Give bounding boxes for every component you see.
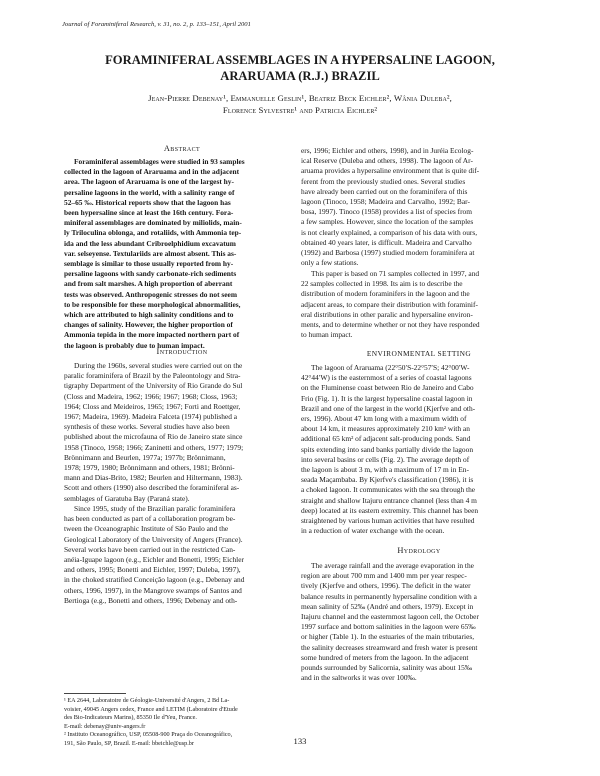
text-line: 1964; Closs and Meideiros, 1965; 1967; Forti and Roettger, (64, 401, 241, 411)
text-line: have already been carried out on the foraminifera of this (301, 186, 468, 196)
text-line: Bertioga (e.g., Bonetti and others, 1996; Debenay and oth- (64, 595, 238, 605)
text-line: Geological Laboratory of the University of Angers (France). (64, 534, 243, 544)
text-line: ferent from the previously studied ones. Several studies (301, 176, 466, 186)
text-line: is not clearly explained, a comparison of his data with ours, (301, 227, 478, 237)
abstract-text (64, 157, 300, 351)
text-line: anéia-Iguape lagoon (e.g., Eichler and Bonetti, 1995; Eichler (64, 555, 244, 565)
text-line: ers, 1996; Eichler and others, 1998), and in Juréia Ecolog- (301, 146, 474, 155)
text-line: balance results in permanently hypersaline condition with a (301, 591, 477, 601)
text-line: tween the Oceanographic Institute of São Paulo and the (64, 524, 229, 534)
intro-continuation-paragraph-2 (301, 269, 537, 340)
text-line: has been conducted as part of a collaboration program be- (64, 514, 236, 524)
text-line: or higher (Table 1). In the estuaries of the main tributaries, (301, 632, 475, 642)
text-line: seada Maçambaba. By Kjerfve's classification (1986), it is (301, 475, 474, 485)
text-line: and in the saltworks it was over 100‰. (301, 673, 417, 683)
text-line: obtained 40 years later, is difficult. Madeira and Carvalho (301, 237, 472, 247)
text-line: to be responsible for these morphological abnormalities, (64, 299, 241, 309)
text-line: 191, São Paulo, SP, Brazil. E-mail: bbeichle@usp.br (64, 739, 194, 747)
environmental-setting-text (301, 363, 537, 536)
text-line: about 14 km, it measures approximately 210 km² with an (301, 424, 470, 434)
text-line: lagoon (Tinoco, 1958; Madeira and Carvalho, 1992; Bar- (301, 197, 470, 207)
hydrology-text (301, 561, 537, 683)
text-line: ers, 1996). About 47 km long with a maximum width of (301, 414, 467, 424)
text-line: changes of salinity. However, the higher proportion of (64, 320, 233, 330)
text-line: 52–65 ‰. Historical reports show that the lagoon has (64, 197, 231, 207)
text-line: Frio (Fig. 1). It is the largest hypersaline coastal lagoon in (301, 393, 473, 403)
text-line: (Closs and Madeira, 1962; 1966; 1967; 1968; Closs, 1963; (64, 391, 238, 401)
text-line: mean salinity of 52‰ (André and others, 1979). Except in (301, 601, 474, 611)
text-line: to human impact. (301, 330, 353, 340)
text-line: 1978; 1979, 1980; Brönnimann and others, 1981; Brönni- (64, 463, 235, 473)
text-line: (1992) and Barbosa (1997) studied modern foraminifera at (301, 248, 475, 258)
text-line: eral distributions in other paralic and hypersaline environ- (301, 309, 473, 319)
text-line: miniferal assemblages are dominated by miliolids, main- (64, 218, 242, 228)
text-line: semblages of Garatuba Bay (Paraná state). (64, 493, 190, 503)
text-line: the lagoon is probably due to human impact. (64, 340, 205, 350)
paper-title (40, 52, 560, 84)
text-line: on the Fluminense coast between Rio de Janeiro and Cabo (301, 383, 474, 393)
text-line: Foraminiferal assemblages were studied in 93 samples (74, 157, 245, 166)
abstract-heading: Abstract (163, 144, 201, 153)
text-line: published about the microfauna of Rio de Janeiro state since (64, 432, 243, 442)
introduction-paragraph-2 (64, 504, 300, 606)
author-line: Florence Sylvestre¹ and Patricia Eichler² (222, 105, 378, 115)
text-line: some hundred of meters from the lagoon. In the adjacent (301, 652, 469, 662)
text-line: Itajuru channel and the easternmost lagoon cell, the October (301, 612, 479, 622)
text-line: which are attributed to high salinity conditions and to (64, 310, 234, 320)
text-line: collected in the lagoon of Araruama and in the adjacent (64, 167, 240, 177)
text-line: var. selseyense. Textulariids are almost absent. This as- (64, 248, 237, 258)
text-line: ¹ EA 2644, Laboratoire de Géologie-Université d'Angers, 2 Bd La- (64, 697, 230, 704)
text-line: deep) located at its eastern extremity. This channel has been (301, 505, 479, 515)
text-line: tively (Kjerfve and others, 1996). The deficit in the water (301, 581, 471, 591)
environmental-setting-heading: ENVIRONMENTAL SETTING (366, 349, 472, 358)
text-line: adjacent areas, to compare their distribution with foraminif- (301, 299, 478, 309)
text-line: and from salt marshes. A high proportion of aberrant (64, 279, 233, 289)
text-line: bosa, 1997). Tinoco (1958) provides a list of species from (301, 207, 472, 217)
page-number: 133 (293, 736, 307, 746)
introduction-paragraph-1 (64, 361, 300, 504)
text-line: distribution of modern foraminifers in the lagoon and the (301, 289, 470, 299)
hydrology-heading: Hydrology (397, 546, 441, 555)
author-line: Jean-Pierre Debenay¹, Emmanuelle Geslin¹, Beatriz Beck Eichler², Wânia Duleba², (148, 93, 452, 103)
text-line: and others, 1995; Bonetti and Eichler, 1997; Duleba, 1997), (64, 565, 241, 575)
text-line: the lagoon is about 3 m, with a maximum of 17 m in En- (301, 465, 469, 475)
text-line: Ammonia tepida in the more impacted northern part of (64, 330, 240, 340)
text-line: ments, and to determine whether or not they have responded (301, 320, 480, 330)
text-line: been hypersaline since at least the 16th century. Fora- (64, 208, 234, 218)
intro-continuation-paragraph-1 (301, 146, 537, 268)
text-line: area. The lagoon of Araruama is one of the largest hy- (64, 177, 234, 187)
text-line: ly Triloculina oblonga, and rotaliids, with Ammonia tep- (64, 228, 242, 238)
introduction-heading: Introduction (156, 347, 208, 356)
text-line: only a few stations. (301, 258, 359, 268)
text-line: Brazil and one of the largest in the world (Kjerfve and oth- (301, 403, 476, 413)
text-line: 22 samples collected in 1998. Its aim is to describe the (301, 279, 463, 289)
text-line: 1997 surface and bottom salinities in the lagoon were 65‰ (301, 622, 476, 632)
text-line: synthesis of these works. Several studies have also been (64, 422, 230, 432)
text-line: straight and shallow Itajuru entrance channel (less than 4 m (301, 495, 477, 505)
text-line: others, 1996, 1997), in the Mangrove swamps of Santos and (64, 585, 242, 595)
text-line: in a reduction of water exchange with the ocean. (301, 526, 445, 536)
text-line: a choked lagoon. It communicates with the sea through the (301, 485, 476, 495)
text-line: persaline lagoons in the world, with a salinity range of (64, 187, 235, 197)
text-line: additional 65 km² of adjacent salt-producing ponds. Sand (301, 434, 471, 444)
title-line: FORAMINIFERAL ASSEMBLAGES IN A HYPERSALINE LAGOON, (105, 53, 495, 67)
title-line: ARARUAMA (R.J.) BRAZIL (220, 69, 380, 83)
text-line: semblage is similar to those usually reported from hy- (64, 259, 234, 269)
text-line: During the 1960s, several studies were carried out on the (74, 361, 243, 370)
text-line: The average rainfall and the average evaporation in the (311, 561, 474, 570)
text-line: ida and the less abundant Cribroelphidium excavatum (64, 238, 236, 248)
text-line: straightened by various human activities that have resulted (301, 516, 475, 526)
text-line: spits extending into sand banks partially divide the lagoon (301, 444, 474, 454)
text-line: Scott and others (1990) also described the foraminiferal as- (64, 483, 240, 493)
text-line: This paper is based on 71 samples collected in 1997, and (311, 269, 480, 278)
text-line: voisier, 49045 Angers cedex, France and LETIM (Laboratoire d'Etude (64, 705, 238, 713)
text-line: E-mail: debenay@univ-angers.fr (64, 722, 146, 730)
author-list (40, 92, 560, 116)
text-line: paralic foraminifera of Brazil by the Paleontology and Stra- (64, 371, 241, 381)
text-line: the salinity decreases streamward and fresh water is present (301, 642, 478, 652)
text-line: pounds surrounded by Salicornia, salinity was about 15‰ (301, 663, 473, 673)
text-line: 42°44′W) is the easternmost of a series of coastal lagoons (301, 373, 472, 383)
text-line: 1967; Madeira, 1969). Madeira Falceta (1974) published a (64, 412, 238, 422)
text-line: mann and Dias-Brito, 1982; Beurlen and Hiltermann, 1983). (64, 473, 243, 483)
text-line: into several basins or cells (Fig. 2). The average depth of (301, 454, 470, 464)
text-line: ical Reserve (Duleba and others, 1998). The lagoon of Ar- (301, 156, 473, 166)
footnote-rule (64, 693, 126, 694)
text-line: Several works have been carried out in the restricted Can- (64, 544, 236, 554)
text-line: region are about 700 mm and 1400 mm per year respec- (301, 571, 467, 581)
text-line: Since 1995, study of the Brazilian paralic foraminifera (74, 504, 236, 513)
text-line: in the choked stratified Conceição lagoon (e.g., Debenay and (64, 575, 245, 585)
text-line: The lagoon of Araruama (22°50′S-22°57′S; 42°00′W- (311, 363, 470, 372)
text-line: des Bio-Indicateurs Marins), 85350 Ile d'Yeu, France. (64, 714, 197, 722)
text-line: Brönnimann and Beurlen, 1977a; 1977b; Brönnimann, (64, 452, 226, 462)
text-line: tigraphy Department of the University of Rio Grande do Sul (64, 381, 243, 391)
text-line: aruama provides a hypersaline environment that is quite dif- (301, 166, 480, 176)
text-line: ² Instituto Oceanográfico, USP, 05508-900 Praça do Oceanográfico, (64, 731, 233, 739)
text-line: 1958 (Tinoco, 1958; 1966; Zaninetti and others, 1977; 1979; (64, 442, 244, 452)
journal-running-header: Journal of Foraminiferal Research, v. 31, no. 2, p. 133–151, April 2001 (62, 21, 251, 28)
text-line: tests was observed. Anthropogenic stresses do not seem (64, 289, 237, 299)
text-line: a few samples. However, since the location of the samples (301, 217, 474, 227)
text-line: persaline lagoons with sandy carbonate-rich sediments (64, 269, 237, 279)
